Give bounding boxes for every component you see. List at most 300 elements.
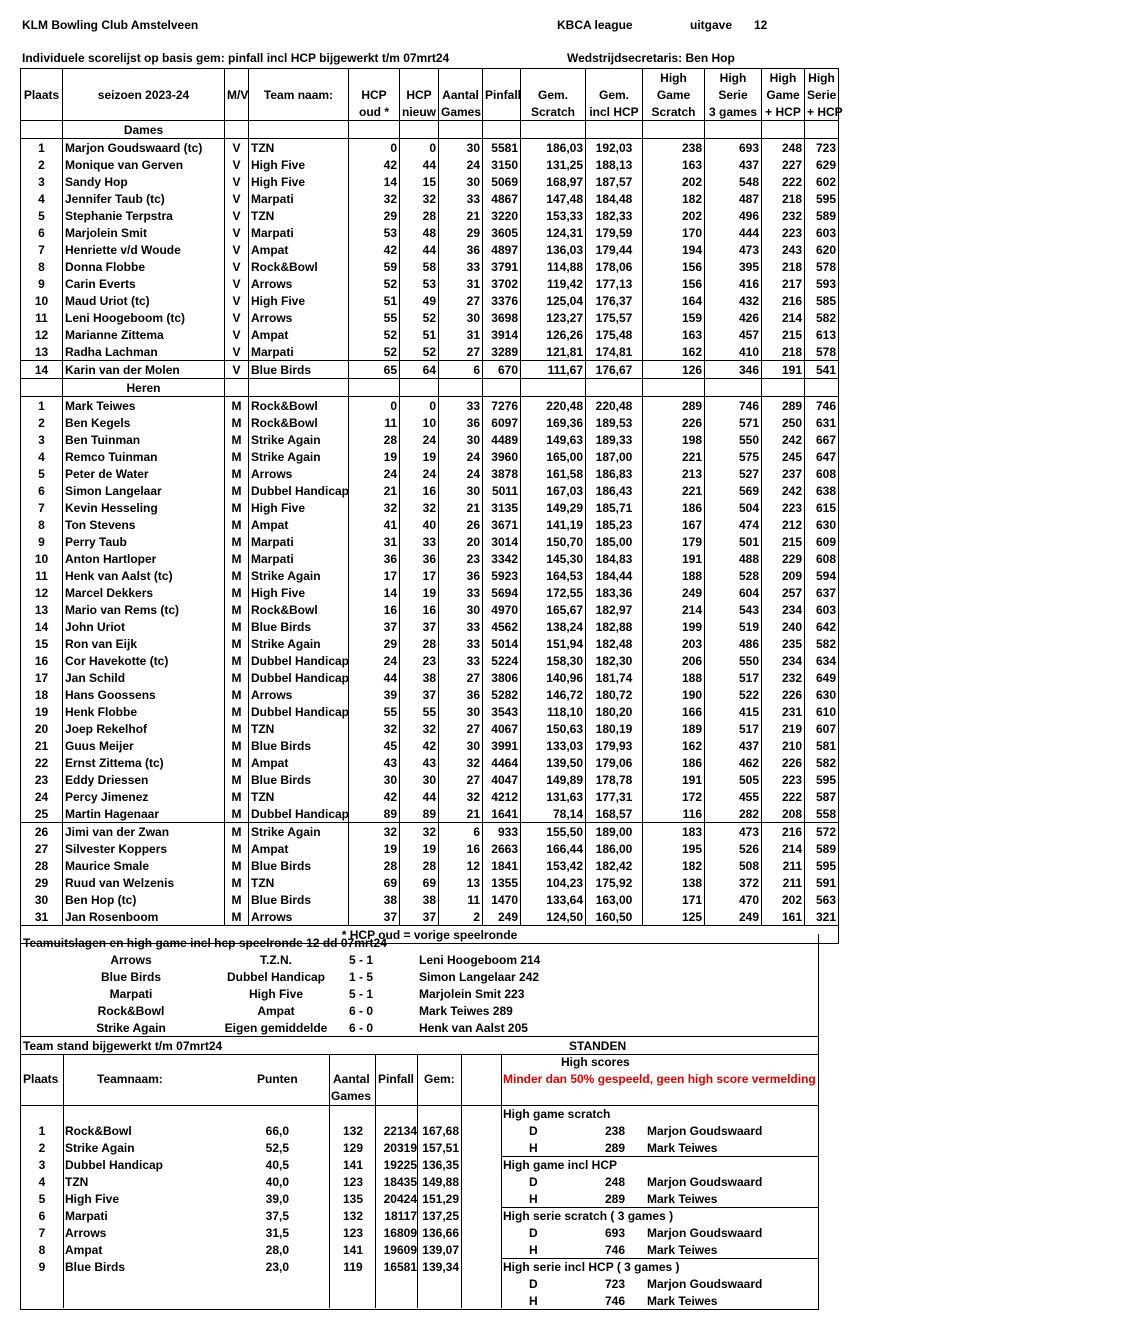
cell-hcp-oud: 0 (349, 139, 400, 157)
cell-mv: M (225, 601, 249, 618)
empty-cell (805, 121, 839, 139)
col-pinfall: Pinfall (378, 1072, 415, 1086)
cell-gem-scratch: 121,81 (521, 343, 586, 361)
edition-label: uitgave (690, 18, 733, 32)
cell-hs-scratch: 432 (705, 292, 762, 309)
cell-hs-scratch: 486 (705, 635, 762, 652)
cell-hcp-oud: 51 (349, 292, 400, 309)
col-header-team (249, 103, 349, 121)
cell-hg-scratch: 188 (643, 567, 705, 584)
cell-hcp-nieuw: 19 (400, 584, 439, 601)
cell-hs-scratch: 527 (705, 465, 762, 482)
high-score-group-title: High serie incl HCP ( 3 games ) (503, 1260, 680, 1274)
gender: H (529, 1192, 538, 1206)
cell-gem-hcp: 177,31 (586, 788, 643, 805)
cell-hg-scratch: 183 (643, 823, 705, 841)
cell-games: 36 (439, 241, 483, 258)
divider (461, 1054, 462, 1308)
cell-pinfall: 3960 (483, 448, 521, 465)
cell-hs-hcp: 589 (805, 207, 839, 224)
cell-gem-scratch: 161,58 (521, 465, 586, 482)
cell-hs-scratch: 522 (705, 686, 762, 703)
cell-pinfall: 3878 (483, 465, 521, 482)
table-row (21, 652, 839, 669)
cell-plaats: 17 (21, 669, 63, 686)
col-header-hs_3: 3 games (705, 103, 762, 121)
cell-mv: M (225, 840, 249, 857)
cell-plaats: 12 (21, 584, 63, 601)
results-title: Teamuitslagen en high game incl hcp speelronde 12 dd 07mrt24 (23, 936, 387, 950)
cell-hs-hcp: 595 (805, 857, 839, 874)
standings-cell-plaats: 2 (38, 1141, 46, 1155)
cell-hs-scratch: 571 (705, 414, 762, 431)
cell-hs-scratch: 693 (705, 139, 762, 157)
section-label: Heren (63, 379, 225, 397)
col-header-games: Aantal (439, 86, 483, 103)
standings-cell-gem: 149,88 (422, 1175, 459, 1189)
cell-hcp-oud: 19 (349, 840, 400, 857)
cell-hg-scratch: 213 (643, 465, 705, 482)
cell-naam: Eddy Driessen (63, 771, 225, 788)
cell-hcp-nieuw: 89 (400, 805, 439, 823)
cell-pinfall: 249 (483, 908, 521, 926)
table-row (21, 207, 839, 224)
cell-team: Ampat (249, 326, 349, 343)
table-row (21, 414, 839, 431)
table-row (21, 618, 839, 635)
cell-plaats: 21 (21, 737, 63, 754)
cell-hs-scratch: 249 (705, 908, 762, 926)
table-row (21, 224, 839, 241)
cell-hg-hcp: 248 (762, 139, 805, 157)
cell-mv: M (225, 448, 249, 465)
cell-hs-scratch: 487 (705, 190, 762, 207)
cell-hs-hcp: 610 (805, 703, 839, 720)
cell-hg-scratch: 188 (643, 669, 705, 686)
cell-gem-scratch: 155,50 (521, 823, 586, 841)
cell-hs-scratch: 437 (705, 156, 762, 173)
score: 6 - 0 (348, 1021, 373, 1035)
cell-pinfall: 3376 (483, 292, 521, 309)
cell-hg-hcp: 216 (762, 823, 805, 841)
cell-hs-hcp: 541 (805, 361, 839, 379)
cell-plaats: 28 (21, 857, 63, 874)
cell-team: Rock&Bowl (249, 397, 349, 415)
team-standings-section (20, 1036, 819, 1310)
cell-hcp-oud: 44 (349, 669, 400, 686)
cell-hs-scratch: 462 (705, 754, 762, 771)
cell-team: High Five (249, 173, 349, 190)
cell-mv: V (225, 156, 249, 173)
home-team: Arrows (110, 953, 152, 967)
cell-hg-hcp: 223 (762, 771, 805, 788)
col-teamnaam: Teamnaam: (97, 1072, 163, 1086)
cell-team: Arrows (249, 275, 349, 292)
cell-plaats: 2 (21, 156, 63, 173)
standings-cell-games: 123 (342, 1226, 364, 1240)
cell-hcp-nieuw: 52 (400, 309, 439, 326)
cell-hg-scratch: 191 (643, 550, 705, 567)
table-row (21, 771, 839, 788)
cell-hg-hcp: 209 (762, 567, 805, 584)
cell-gem-hcp: 188,13 (586, 156, 643, 173)
table-row (21, 891, 839, 908)
empty-cell (400, 379, 439, 397)
cell-gem-hcp: 183,36 (586, 584, 643, 601)
cell-hs-scratch: 569 (705, 482, 762, 499)
cell-naam: Ben Tuinman (63, 431, 225, 448)
cell-hg-scratch: 182 (643, 190, 705, 207)
standings-cell-pinfall: 18117 (384, 1209, 417, 1223)
cell-hs-scratch: 473 (705, 823, 762, 841)
score: 1 - 5 (348, 970, 373, 984)
cell-team: High Five (249, 292, 349, 309)
cell-hg-hcp: 161 (762, 908, 805, 926)
standings-cell-games: 135 (342, 1192, 364, 1206)
cell-naam: Kevin Hesseling (63, 499, 225, 516)
high-game: Leni Hoogeboom 214 (419, 953, 541, 967)
cell-gem-hcp: 186,00 (586, 840, 643, 857)
cell-hcp-oud: 28 (349, 431, 400, 448)
cell-gem-scratch: 150,63 (521, 720, 586, 737)
cell-plaats: 9 (21, 533, 63, 550)
cell-mv: M (225, 499, 249, 516)
cell-gem-hcp: 182,48 (586, 635, 643, 652)
cell-games: 30 (439, 482, 483, 499)
cell-hg-scratch: 162 (643, 737, 705, 754)
cell-naam: Martin Hagenaar (63, 805, 225, 823)
cell-mv: M (225, 908, 249, 926)
standings-cell-punten: 52,5 (265, 1141, 289, 1155)
player-name: Mark Teiwes (647, 1141, 718, 1155)
col-header-seizoen (63, 69, 225, 87)
cell-team: Strike Again (249, 448, 349, 465)
standings-cell-punten: 28,0 (265, 1243, 289, 1257)
cell-team: TZN (249, 874, 349, 891)
cell-pinfall: 4970 (483, 601, 521, 618)
away-team: Eigen gemiddelde (224, 1021, 328, 1035)
cell-hs-hcp: 578 (805, 343, 839, 361)
gender: D (529, 1124, 538, 1138)
standen-label: STANDEN (569, 1039, 627, 1053)
col-header-seizoen: seizoen 2023-24 (63, 86, 225, 103)
cell-team: Blue Birds (249, 737, 349, 754)
cell-hg-scratch: 186 (643, 499, 705, 516)
cell-hcp-oud: 69 (349, 874, 400, 891)
cell-hg-scratch: 206 (643, 652, 705, 669)
edition-number: 12 (754, 18, 768, 32)
cell-games: 26 (439, 516, 483, 533)
cell-pinfall: 3289 (483, 343, 521, 361)
cell-gem-scratch: 147,48 (521, 190, 586, 207)
col-header-games (439, 69, 483, 87)
cell-hcp-oud: 55 (349, 309, 400, 326)
standings-cell-plaats: 9 (38, 1260, 46, 1274)
cell-team: Marpati (249, 190, 349, 207)
cell-hcp-oud: 29 (349, 635, 400, 652)
cell-hs-hcp: 667 (805, 431, 839, 448)
score: 693 (604, 1226, 625, 1240)
cell-gem-hcp: 180,72 (586, 686, 643, 703)
cell-hcp-oud: 42 (349, 241, 400, 258)
empty-cell (762, 379, 805, 397)
cell-gem-hcp: 186,83 (586, 465, 643, 482)
standings-cell-pinfall: 18435 (383, 1175, 417, 1189)
cell-plaats: 6 (21, 224, 63, 241)
col-header-gem_hcp: incl HCP (586, 103, 643, 121)
cell-gem-hcp: 220,48 (586, 397, 643, 415)
score: 5 - 1 (348, 953, 373, 967)
empty-cell (225, 379, 249, 397)
cell-hcp-nieuw: 28 (400, 857, 439, 874)
table-row (21, 874, 839, 891)
col-header-mv (225, 69, 249, 87)
cell-hs-scratch: 437 (705, 737, 762, 754)
cell-hs-scratch: 426 (705, 309, 762, 326)
empty-cell (586, 379, 643, 397)
standings-cell-teamnaam: Dubbel Handicap (65, 1158, 164, 1172)
high-score-group-title: High serie scratch ( 3 games ) (503, 1209, 674, 1223)
cell-mv: M (225, 788, 249, 805)
col-header-seizoen (63, 103, 225, 121)
cell-mv: M (225, 686, 249, 703)
col-header-gem_scratch: Gem. (521, 86, 586, 103)
cell-team: Strike Again (249, 635, 349, 652)
cell-hs-hcp: 649 (805, 669, 839, 686)
cell-gem-hcp: 179,93 (586, 737, 643, 754)
cell-hcp-nieuw: 30 (400, 771, 439, 788)
cell-plaats: 5 (21, 465, 63, 482)
cell-naam: Anton Hartloper (63, 550, 225, 567)
cell-team: High Five (249, 156, 349, 173)
cell-hs-hcp: 321 (805, 908, 839, 926)
cell-pinfall: 4897 (483, 241, 521, 258)
cell-hs-hcp: 595 (805, 771, 839, 788)
score: 289 (604, 1141, 625, 1155)
cell-team: Ampat (249, 754, 349, 771)
cell-hs-hcp: 563 (805, 891, 839, 908)
cell-hs-scratch: 526 (705, 840, 762, 857)
cell-hg-hcp: 232 (762, 669, 805, 686)
cell-games: 13 (439, 874, 483, 891)
empty-cell (521, 379, 586, 397)
cell-pinfall: 3605 (483, 224, 521, 241)
cell-hcp-nieuw: 38 (400, 669, 439, 686)
divider (21, 1105, 501, 1106)
col-header-hs_hcp: + HCP (805, 103, 839, 121)
cell-hs-scratch: 517 (705, 669, 762, 686)
cell-plaats: 2 (21, 414, 63, 431)
standings-cell-gem: 136,35 (422, 1158, 459, 1172)
cell-pinfall: 3991 (483, 737, 521, 754)
cell-hs-hcp: 631 (805, 414, 839, 431)
cell-hg-hcp: 191 (762, 361, 805, 379)
col-header-hg_hcp: + HCP (762, 103, 805, 121)
cell-hs-scratch: 474 (705, 516, 762, 533)
cell-hcp-oud: 59 (349, 258, 400, 275)
col-header-plaats (21, 103, 63, 121)
cell-team: Strike Again (249, 823, 349, 841)
cell-pinfall: 5014 (483, 635, 521, 652)
cell-naam: Percy Jimenez (63, 788, 225, 805)
cell-gem-hcp: 179,06 (586, 754, 643, 771)
cell-games: 6 (439, 823, 483, 841)
cell-mv: V (225, 361, 249, 379)
high-game: Marjolein Smit 223 (419, 987, 525, 1001)
cell-games: 36 (439, 414, 483, 431)
divider (329, 1054, 330, 1308)
cell-hg-scratch: 170 (643, 224, 705, 241)
cell-naam: Simon Langelaar (63, 482, 225, 499)
cell-hcp-oud: 0 (349, 397, 400, 415)
cell-gem-hcp: 182,33 (586, 207, 643, 224)
cell-hg-hcp: 222 (762, 788, 805, 805)
cell-plaats: 10 (21, 550, 63, 567)
cell-team: Rock&Bowl (249, 414, 349, 431)
cell-hs-scratch: 455 (705, 788, 762, 805)
cell-gem-hcp: 192,03 (586, 139, 643, 157)
cell-hg-hcp: 218 (762, 343, 805, 361)
standings-cell-plaats: 3 (38, 1158, 46, 1172)
cell-games: 33 (439, 618, 483, 635)
cell-hs-hcp: 593 (805, 275, 839, 292)
cell-team: Arrows (249, 908, 349, 926)
cell-team: Arrows (249, 465, 349, 482)
col-header-hcp_oud: oud * (349, 103, 400, 121)
cell-hs-hcp: 637 (805, 584, 839, 601)
cell-hcp-nieuw: 64 (400, 361, 439, 379)
cell-gem-scratch: 104,23 (521, 874, 586, 891)
cell-pinfall: 1641 (483, 805, 521, 823)
cell-hg-scratch: 166 (643, 703, 705, 720)
cell-gem-hcp: 176,37 (586, 292, 643, 309)
cell-pinfall: 2663 (483, 840, 521, 857)
cell-naam: Marjolein Smit (63, 224, 225, 241)
cell-mv: M (225, 397, 249, 415)
cell-hg-hcp: 235 (762, 635, 805, 652)
cell-gem-scratch: 119,42 (521, 275, 586, 292)
table-row (21, 669, 839, 686)
standings-cell-plaats: 6 (38, 1209, 46, 1223)
cell-games: 2 (439, 908, 483, 926)
cell-team: TZN (249, 720, 349, 737)
cell-games: 30 (439, 601, 483, 618)
cell-hs-hcp: 620 (805, 241, 839, 258)
cell-plaats: 10 (21, 292, 63, 309)
section-spacer (21, 379, 63, 397)
cell-hcp-nieuw: 32 (400, 190, 439, 207)
cell-pinfall: 4489 (483, 431, 521, 448)
cell-plaats: 9 (21, 275, 63, 292)
cell-pinfall: 4867 (483, 190, 521, 207)
standings-cell-teamnaam: Blue Birds (65, 1260, 126, 1274)
table-row (21, 754, 839, 771)
cell-games: 32 (439, 788, 483, 805)
cell-hg-scratch: 186 (643, 754, 705, 771)
standings-cell-games: 119 (343, 1260, 363, 1274)
cell-games: 24 (439, 448, 483, 465)
cell-hcp-oud: 42 (349, 156, 400, 173)
table-row (21, 499, 839, 516)
standings-cell-plaats: 4 (38, 1175, 46, 1189)
cell-games: 33 (439, 397, 483, 415)
cell-pinfall: 5224 (483, 652, 521, 669)
gender: D (529, 1226, 538, 1240)
cell-mv: V (225, 309, 249, 326)
cell-hg-scratch: 156 (643, 258, 705, 275)
cell-team: Blue Birds (249, 618, 349, 635)
cell-hcp-nieuw: 49 (400, 292, 439, 309)
cell-hcp-oud: 38 (349, 891, 400, 908)
cell-plaats: 16 (21, 652, 63, 669)
standings-cell-pinfall: 20319 (383, 1141, 417, 1155)
cell-team: Blue Birds (249, 891, 349, 908)
cell-hcp-nieuw: 48 (400, 224, 439, 241)
cell-hcp-oud: 19 (349, 448, 400, 465)
standings-cell-pinfall: 19225 (383, 1158, 417, 1172)
cell-plaats: 8 (21, 516, 63, 533)
cell-hg-hcp: 211 (762, 874, 805, 891)
cell-hcp-nieuw: 24 (400, 465, 439, 482)
cell-hcp-oud: 32 (349, 499, 400, 516)
cell-hs-scratch: 457 (705, 326, 762, 343)
col-header-pinfall (483, 69, 521, 87)
cell-games: 30 (439, 703, 483, 720)
cell-plaats: 27 (21, 840, 63, 857)
cell-hs-hcp: 595 (805, 190, 839, 207)
cell-naam: Karin van der Molen (63, 361, 225, 379)
cell-hs-scratch: 346 (705, 361, 762, 379)
cell-gem-scratch: 124,50 (521, 908, 586, 926)
standings-cell-pinfall: 19609 (383, 1243, 417, 1257)
standings-cell-teamnaam: Marpati (65, 1209, 108, 1223)
cell-plaats: 7 (21, 241, 63, 258)
cell-naam: Cor Havekotte (tc) (63, 652, 225, 669)
cell-pinfall: 3698 (483, 309, 521, 326)
high-score-group-title: High game scratch (503, 1107, 611, 1121)
cell-gem-hcp: 182,97 (586, 601, 643, 618)
cell-hg-hcp: 222 (762, 173, 805, 190)
cell-plaats: 25 (21, 805, 63, 823)
table-row (21, 533, 839, 550)
cell-team: Blue Birds (249, 361, 349, 379)
header-row (21, 86, 839, 103)
cell-pinfall: 3791 (483, 258, 521, 275)
cell-hs-scratch: 519 (705, 618, 762, 635)
cell-hg-hcp: 237 (762, 465, 805, 482)
score: 746 (604, 1294, 625, 1308)
cell-hg-scratch: 172 (643, 788, 705, 805)
col-header-hg_scratch: Game (643, 86, 705, 103)
standings-cell-games: 132 (342, 1209, 364, 1223)
cell-hcp-oud: 16 (349, 601, 400, 618)
cell-naam: Jan Schild (63, 669, 225, 686)
cell-hg-scratch: 138 (643, 874, 705, 891)
cell-team: High Five (249, 584, 349, 601)
cell-mv: M (225, 550, 249, 567)
cell-gem-hcp: 182,42 (586, 857, 643, 874)
cell-hs-scratch: 604 (705, 584, 762, 601)
cell-hg-hcp: 240 (762, 618, 805, 635)
cell-gem-scratch: 153,42 (521, 857, 586, 874)
cell-hcp-nieuw: 0 (400, 139, 439, 157)
home-team: Blue Birds (100, 970, 161, 984)
player-name: Marjon Goudswaard (647, 1226, 763, 1240)
standings-cell-gem: 139,34 (422, 1260, 459, 1274)
cell-hg-hcp: 223 (762, 499, 805, 516)
cell-hs-scratch: 282 (705, 805, 762, 823)
cell-mv: M (225, 414, 249, 431)
